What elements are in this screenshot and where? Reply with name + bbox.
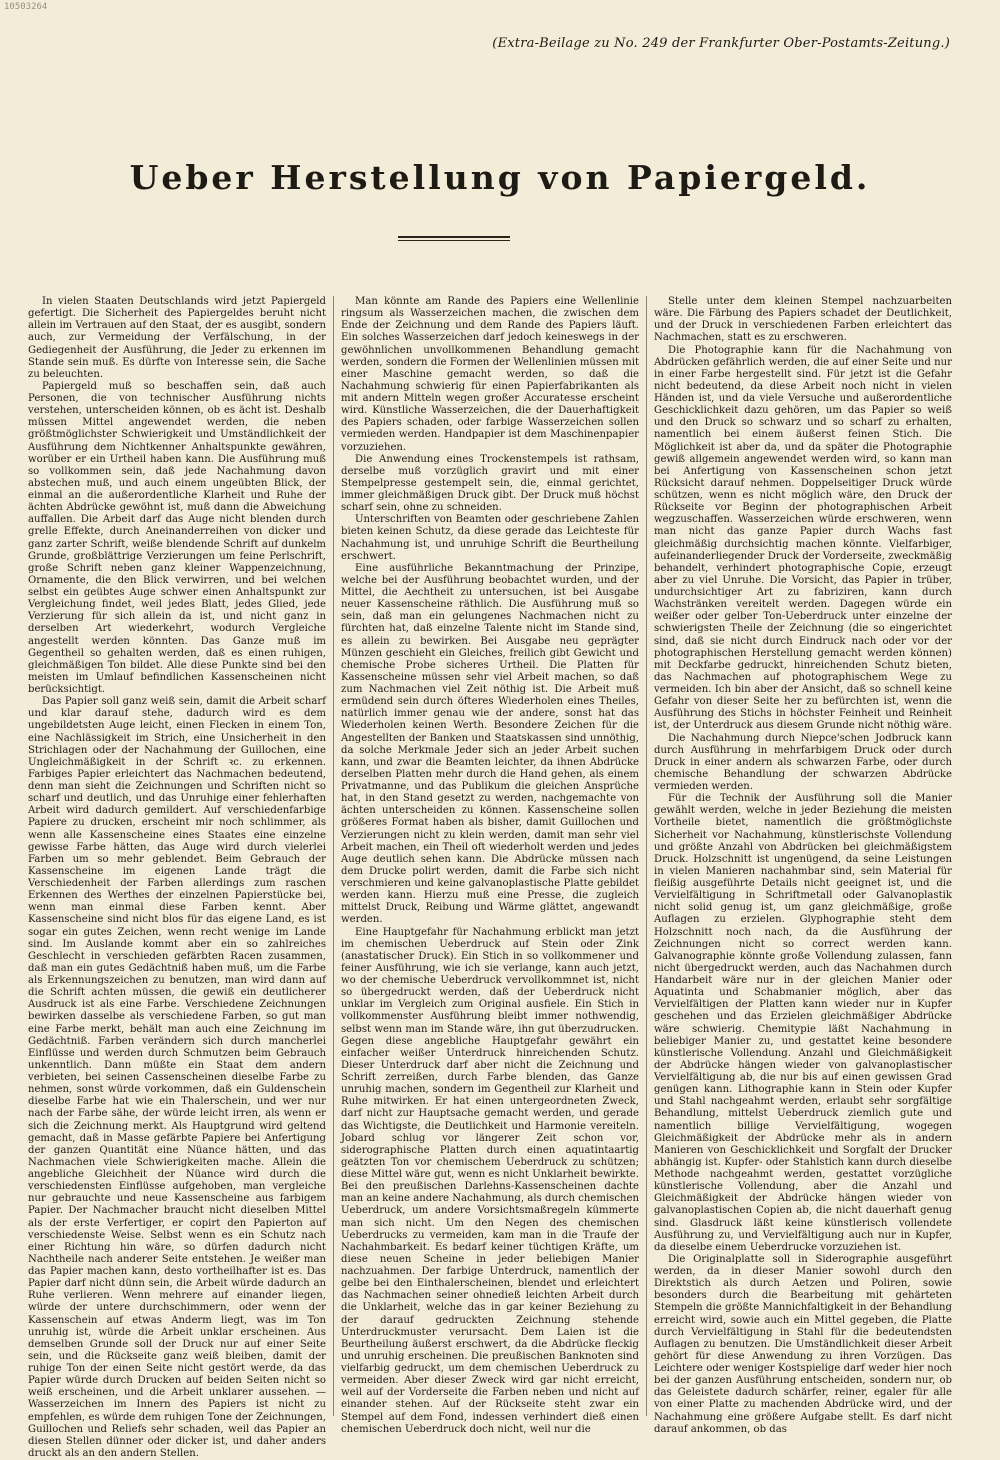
paragraph: Die Nachahmung durch Niepce'schen Jodbruck kann durch Ausführung in mehrfarbigem Druck oder durch Druck in einer andern als schwarzen Farbe, oder durch chemische Behandlung der schwarzen Abdrücke vermieden werden. xyxy=(654,732,952,792)
title-rule-thin xyxy=(398,240,510,241)
paragraph: Stelle unter dem kleinen Stempel nachzuarbeiten wäre. Die Färbung des Papiers schadet der Deutlichkeit, und der Druck in verschiedenen Farben erleichtert das Nachmachen, statt es zu erschweren. xyxy=(654,296,952,344)
paragraph: Die Anwendung eines Trockenstempels ist rathsam, derselbe muß vorzüglich gravirt und mit einer Stempelpresse gestempelt sein, die, einmal gerichtet, immer gleichmäßigen Druck gibt. Der Druck muß höchst scharf sein, ohne zu schneiden. xyxy=(341,453,639,514)
paragraph: Das Papier soll ganz weiß sein, damit die Arbeit scharf und klar darauf stehe, dadurch wird es dem ungebildetsten Auge leicht, einen Flecken in einem Ton, eine Nachlässigkeit im Strich, eine Unsicherheit in den Strichlagen oder der Nachahmung der Guillochen, eine Ungleichmäßigkeit in der Schrift ꝛc. zu erkennen. Farbiges Papier erleichtert das Nachmachen bedeutend, denn man sieht die Zeichnungen und Schriften nicht so scharf und deutlich, und das Unruhige einer fehlerhaften Arbeit wird dadurch gemildert. Auf verschiedenfarbige Papiere zu drucken, erscheint mir noch schlimmer, als wenn alle Kassenscheine eines Staates eine einzelne gewisse Farbe hätten, das Auge wird durch vielerlei Farben um so mehr geblendet. Beim Gebrauch der Kassenscheine im eigenen Lande trägt die Verschiedenheit der Farben allerdings zum raschen Erkennen des Werthes der einzelnen Papierstücke bei, wenn man einmal diese Farben kennt. Aber Kassenscheine sind nicht blos für das eigene Land, es ist sogar ein gutes Zeichen, wenn recht wenige im Lande sind. Im Auslande kommt aber ein so zahlreiches Geschlecht in verschieden gefärbten Racen zusammen, daß man ein gutes Gedächtniß haben muß, um die Farbe als Erkennungszeichen zu benutzen, man wird dann auf die Schrift achten müssen, die gewiß ein deutlicherer Ausdruck ist als eine Farbe. Verschiedene Zeichnungen bewirken dasselbe als verschiedene Farben, so gut man eine Farbe merkt, behält man auch eine Zeichnung im Gedächtniß. Farben verändern sich durch mancherlei Einflüsse und werden durch Schmutzen beim Gebrauch unkenntlich. Dann müßte ein Staat dem andern verbieten, bei seinen Cassenscheinen dieselbe Farbe zu nehmen, sonst würde vorkommen, daß ein Guldenschein dieselbe Farbe hat wie ein Thalerschein, und wer nur nach der Farbe sähe, der würde leicht irren, als wenn er sich die Zeichnung merkt. Als Hauptgrund wird geltend gemacht, daß in Masse gefärbte Papiere bei Anfertigung der ganzen Quantität eine Nüance hätten, und das Nachmachen viele Schwierigkeiten mache. Allein die angebliche Gleichheit der Nüance wird durch die verschiedensten Einflüsse aufgehoben, man vergleiche nur gebrauchte und neue Kassenscheine aus farbigem Papier. Der Nachmacher braucht nicht dieselben Mittel als der erste Verfertiger, er copirt den Papierton auf verschiedenste Weise. Selbst wenn es ein Schutz nach einer Richtung hin wäre, so dürfen dadurch nicht Nachtheile nach anderer Seite entstehen. Je weißer man das Papier machen kann, desto vortheilhafter ist es. Das Papier darf nicht dünn sein, die Arbeit würde dadurch an Ruhe verlieren. Wenn mehrere auf einander liegen, würde der untere durchschimmern, oder wenn der Kassenschein auf etwas Anderm liegt, was im Ton unruhig ist, würde die Arbeit unklar erscheinen. Aus demselben Grunde soll der Druck nur auf einer Seite sein, und die Rückseite ganz weiß bleiben, damit der ruhige Ton der einen Seite nicht gestört werde, da das Papier würde durch Drucken auf beiden Seiten nicht so weiß erscheinen, und die Arbeit unklarer aussehen. — Wasserzeichen im Innern des Papiers ist nicht zu empfehlen, es würde dem ruhigen Tone der Zeichnungen, Guillochen und Reliefs sehr schaden, weil das Papier an diesen Stellen dünner oder dicker ist, und daher anders druckt als an den andern Stellen. xyxy=(28,696,326,1459)
paragraph: Eine Hauptgefahr für Nachahmung erblickt man jetzt im chemischen Ueberdruck auf Stein oder Zink (anastatischer Druck). Ein Stich in so vollkommener und feiner Ausführung, wie ich sie verlange, kann auch jetzt, wo der chemische Ueberdruck vervollkommnet ist, nicht so übergedruckt werden, daß der Ueberdruck nicht unklar im Vergleich zum Original ausfiele. Ein Stich in vollkommenster Ausführung bleibt immer nothwendig, selbst wenn man im Stande wäre, ihn gut überzudrucken. Gegen diese angebliche Hauptgefahr gewährt ein einfacher weißer Unterdruck hinreichenden Schutz. Dieser Unterdruck darf aber nicht die Zeichnung und Schrift zerreißen, durch Farbe blenden, das Ganze unruhig machen, sondern im Gegentheil zur Klarheit und Ruhe mitwirken. Er hat einen untergeordneten Zweck, darf nicht zur Hauptsache gemacht werden, und gerade das Wichtigste, die Deutlichkeit und Harmonie vereiteln. Jobard schlug vor längerer Zeit schon vor, siderographische Platten durch einen aquatintaartig geätzten Ton vor chemischem Ueberdruck zu schützen; diese Mittel wäre gut, wenn es nicht Unklarheit bewirkte. Bei den preußischen Darlehns-Kassenscheinen dachte man an keine andere Nachahmung, als durch chemischen Ueberdruck, um andere Vorsichtsmaßregeln kümmerte man sich nicht. Um den Negen des chemischen Ueberdrucks zu vermeiden, kam man in die Traufe der Nachahmbarkeit. Es bedarf keiner tüchtigen Kräfte, um diese neuen Scheine in jeder beliebigen Manier nachzuahmen. Der farbige Unterdruck, namentlich der gelbe bei den Einthalerscheinen, blendet und erleichtert das Nachmachen seiner ohnedieß leichten Arbeit durch die Unklarheit, welche das in gar keiner Beziehung zu der darauf gedruckten Zeichnung stehende Unterdruckmuster verursacht. Dem Laien ist die Beurtheilung äußerst erschwert, da die Abdrücke fleckig und unruhig erscheinen. Die preußischen Banknoten sind vielfarbig gedruckt, um dem chemischen Ueberdruck zu vermeiden. Aber dieser Zweck wird gar nicht erreicht, weil auf der Vorderseite die Farben neben und nicht auf einander stehen. Auf der Rückseite steht zwar ein Stempel auf dem Fond, indessen verhindert dieß einen chemischen Ueberdruck doch nicht, weil nur die xyxy=(341,926,639,1435)
paragraph: Man könnte am Rande des Papiers eine Wellenlinie ringsum als Wasserzeichen machen, die zwischen dem Ende der Zeichnung und dem Rande des Papiers läuft. Ein solches Wasserzeichen darf jedoch keineswegs in der gewöhnlichen unvollkommenen Behandlung gemacht werden, sondern die Formen der Wellenlinien müssen mit einer Maschine gemacht werden, so daß die Nachahmung schwierig für einen Papierfabrikanten als mit andern Mitteln wegen großer Accuratesse erscheint wird. Künstliche Wasserzeichen, die der Dauerhaftigkeit des Papiers schaden, oder farbige Wasserzeichen sollen vermieden werden. Handpapier ist dem Maschinenpapier vorzuziehen. xyxy=(341,296,639,453)
article-title: Ueber Herstellung von Papiergeld. xyxy=(129,158,871,197)
archive-id: 10503264 xyxy=(4,2,48,12)
column-3 xyxy=(654,296,952,1435)
paragraph: Die Photographie kann für die Nachahmung von Abdrücken gefährlich werden, die auf einer Seite und nur in einer Farbe hergestellt sind. Für jetzt ist die Gefahr nicht bedeutend, da diese Arbeit noch nicht in vielen Händen ist, und da viele Versuche und außerordentliche Geschicklichkeit dazu gehören, um das Papier so weiß und den Druck so schwarz und so scharf zu erhalten, namentlich bei einem äußerst feinen Stich. Die Möglichkeit ist aber da, und da später die Photographie gewiß allgemein angewendet werden wird, so kann man bei Anfertigung von Kassenscheinen schon jetzt Rücksicht darauf nehmen. Doppelseitiger Druck würde schützen, wenn es nicht möglich wäre, den Druck der Rückseite vor Beginn der photographischen Arbeit wegzuschaffen. Wasserzeichen würde erschweren, wenn man nicht das ganze Papier durch Wachs fast gleichmäßig durchsichtig machen könnte. Vielfarbiger, aufeinanderliegender Druck der Vorderseite, zweckmäßig behandelt, verhindert photographische Copie, erzeugt aber zu viel Unruhe. Die Vorsicht, das Papier in trüber, undurchsichtiger Art zu fabriziren, kann durch Wachstränken vereitelt werden. Dagegen würde ein weißer oder gelber Ton-Ueberdruck unter einzelne der schwierigsten Theile der Zeichnung (die so eingerichtet sind, daß sie nicht durch Eindruck nach oder vor der photographischen Herstellung gemacht werden können) mit Deckfarbe gedruckt, hinreichenden Schutz bieten, das Nachmachen auf photographischem Wege zu vermeiden. Ich bin aber der Ansicht, daß so schnell keine Gefahr von dieser Seite her zu befürchten ist, wenn die Ausführung des Stichs in höchster Feinheit und Reinheit ist, der Unterdruck aus diesem Grunde nicht nöthig wäre. xyxy=(654,344,952,732)
paragraph: Papiergeld muß so beschaffen sein, daß auch Personen, die von technischer Ausführung nichts verstehen, unterscheiden können, ob es ächt ist. Deshalb müssen Mittel angewendet werden, die neben größtmöglichster Schwierigkeit und Umständlichkeit der Ausführung dem Nichtkenner Anhaltspunkte gewähren, worüber er ein Urtheil haben kann. Die Ausführung muß so vollkommen sein, daß jede Nachahmung davon abstechen muß, und auch einem ungeübten Blick, der einmal an die außerordentliche Klarheit und Ruhe der ächten Abdrücke gewöhnt ist, muß dann die Abweichung auffallen. Die Arbeit darf das Auge nicht blenden durch grelle Effekte, durch Aneinanderreihen von dicker und ganz zarter Schrift, weiße blendende Schrift auf dunkelm Grunde, großblättrige Verzierungen um feine Perlschrift, große Schrift neben ganz kleiner Wappenzeichnung, Ornamente, die den Blick verwirren, und bei welchen selbst ein geübtes Auge schwer einen Anhaltspunkt zur Vergleichung findet, weil jedes Blatt, jedes Glied, jede Verzierung für sich allein da ist, und nicht ganz in derselben Art wiederkehrt, wodurch Vergleiche angestellt werden könnten. Das Ganze muß im Gegentheil so gehalten werden, daß es einen ruhigen, gleichmäßigen Ton bildet. Alle diese Punkte sind bei den meisten im Umlauf befindlichen Kassenscheinen nicht berücksichtigt. xyxy=(28,380,326,695)
paragraph: In vielen Staaten Deutschlands wird jetzt Papiergeld gefertigt. Die Sicherheit des Papiergeldes beruht nicht allein im Vertrauen auf den Staat, der es ausgibt, sondern auch, zur Vermeidung der Verfälschung, in der Gediegenheit der Ausführung, die Jeder zu erkennen im Stande sein muß. Es dürfte von Interesse sein, die Sache zu beleuchten. xyxy=(28,296,326,380)
paragraph: Für die Technik der Ausführung soll die Manier gewählt werden, welche in jeder Beziehung die meisten Vortheile bietet, namentlich die größtmöglichste Sicherheit vor Nachahmung, künstlerischste Vollendung und größte Anzahl von Abdrücken bei gleichmäßigstem Druck. Holzschnitt ist ungenügend, da seine Leistungen in vielen Manieren nachahmbar sind, sein Material für fleißig ausgeführte Details nicht geeignet ist, und die Vervielfältigung in Schriftmetall oder Galvanoplastik nicht solid genug ist, um ganz gleichmäßige, große Auflagen zu erzielen. Glyphographie steht dem Holzschnitt noch nach, da die Ausführung der Zeichnungen nicht so correct werden kann. Galvanographie könnte große Vollendung zulassen, fann nicht übergedruckt werden, auch das Nachahmen durch Handarbeit wäre nur in der gleichen Manier oder Aquatinta und Schabmanier möglich, aber das Vervielfältigen der Platten kann wieder nur in Kupfer geschehen und das Erzielen gleichmäßiger Abdrücke wäre schwierig. Chemitypie läßt Nachahmung in beliebiger Manier zu, und gestattet keine besondere künstlerische Vollendung. Anzahl und Gleichmäßigkeit der Abdrücke hängen wieder von galvanoplastischer Vervielfältigung ab, die nur bis auf einen gewissen Grad genügen kann. Lithographie kann in Stein oder Kupfer und Stahl nachgeahmt werden, erlaubt sehr sorgfältige Behandlung, mittelst Ueberdruck ziemlich gute und namentlich billige Vervielfältigung, wogegen Gleichmäßigkeit der Abdrücke mehr als in andern Manieren von Geschicklichkeit und Sorgfalt der Drucker abhängig ist. Kupfer- oder Stahlstich kann durch dieselbe Methode nachgeahmt werden, gestattet vorzügliche künstlerische Vollendung, aber die Anzahl und Gleichmäßigkeit der Abdrücke hängen wieder von galvanoplastischen Copien ab, die nicht dauerhaft genug sind. Glasdruck läßt keine künstlerisch vollendete Ausführung zu, und Vervielfältigung auch nur in Kupfer, da dieselbe einem Ueberdrucke vorzuziehen ist. xyxy=(654,793,952,1253)
title-rule xyxy=(398,236,510,238)
column-2 xyxy=(341,296,639,1435)
column-divider xyxy=(646,296,647,1416)
column-1 xyxy=(28,296,326,1459)
article-body xyxy=(28,296,952,1459)
paragraph: Die Originalplatte soll in Siderographie ausgeführt werden, da in dieser Manier sowohl durch den Direktstich als durch Aetzen und Poliren, sowie besonders durch die Bearbeitung mit gehärteten Stempeln die größte Mannichfaltigkeit in der Behandlung erreicht wird, sowie auch ein Mittel gegeben, die Platte durch Vervielfältigung in Stahl für die bedeutendsten Auflagen zu benutzen. Die Umständlichkeit dieser Arbeit gehört für diese Anwendung zu ihren Vorzügen. Das Leichtere oder weniger Kostspielige darf weder hier noch bei der ganzen Ausführung entscheiden, sondern nur, ob das Geleistete dadurch schärfer, reiner, egaler für alle von einer Platte zu machenden Abdrücke wird, und der Nachahmung eine größere Aufgabe stellt. Es darf nicht darauf ankommen, ob das xyxy=(654,1253,952,1435)
paragraph: Unterschriften von Beamten oder geschriebene Zahlen bieten keinen Schutz, da diese gerade das Leichteste für Nachahmung ist, und unruhige Schrift die Beurtheilung erschwert. xyxy=(341,514,639,562)
paragraph: Eine ausführliche Bekanntmachung der Prinzipe, welche bei der Ausführung beobachtet wurden, und der Mittel, die Aechtheit zu untersuchen, ist bei Ausgabe neuer Kassenscheine räthlich. Die Ausführung muß so sein, daß man ein gelungenes Nachmachen nicht zu fürchten hat, daß einzelne Talente nicht im Stande sind, es allein zu bewirken. Bei Ausgabe neu geprägter Münzen geschieht ein Gleiches, freilich gibt Gewicht und chemische Probe sicheres Urtheil. Die Platten für Kassenscheine müssen sehr viel Arbeit machen, so daß zum Nachmachen viel Zeit nöthig ist. Die Arbeit muß ermüdend sein durch öfteres Wiederholen eines Theiles, natürlich immer genau wie der andere, sonst hat das Wiederholen keinen Werth. Besondere Zeichen für die Angestellten der Banken und Staatskassen sind unnöthig, da solche Merkmale Jeder sich an jeder Arbeit suchen kann, und zwar die Beamten leichter, da ihnen Abdrücke derselben Platten mehr durch die Hand gehen, als einem Privatmanne, und das Publikum die gleichen Ansprüche hat, in den Stand gesetzt zu werden, nachgemachte von ächten unterscheiden zu können. Kassenscheine sollen größeres Format haben als bisher, damit Guillochen und Verzierungen nicht zu klein werden, damit man sehr viel Arbeit machen, ein Theil oft wiederholt werden und jedes Auge deutlich sehen kann. Die Abdrücke müssen nach dem Drucke polirt werden, damit die Farbe sich nicht verschmieren und keine galvanoplastische Platte gebildet werden kann. Hierzu muß eine Presse, die zugleich mittelst Druck, Reibung und Wärme glättet, angewandt werden. xyxy=(341,562,639,926)
column-divider xyxy=(333,296,334,1416)
supplement-header: (Extra-Beilage zu No. 249 der Frankfurter Ober-Postamts-Zeitung.) xyxy=(492,36,950,51)
